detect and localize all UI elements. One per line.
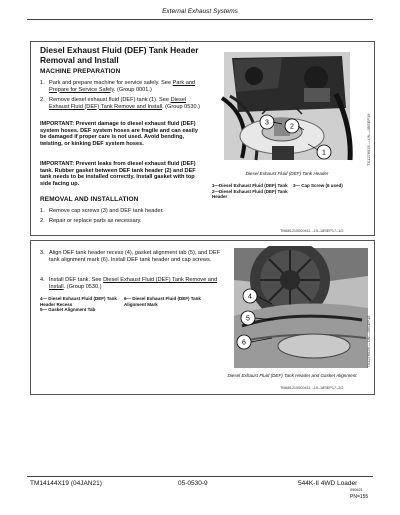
callout-4: 4 (248, 293, 252, 301)
removal-step-1: 1. Remove cap screws (3) and DEF tank header. (40, 208, 164, 214)
step-number: 1. (40, 80, 45, 86)
figure-1-ref: TM681210000411 –19–18SEP17–1/2 (280, 229, 344, 233)
figure-1-legend-left: 1—Diesel Exhaust Fluid (DEF) Tank 2—Diesel Exhaust Fluid (DEF) Tank Header (212, 183, 288, 199)
figure-2-legend-right: 6— Diesel Exhaust Fluid (DEF) Tank Alignment Mark (124, 296, 201, 307)
removal-installation-heading: REMOVAL AND INSTALLATION (40, 196, 139, 203)
important-note-1: IMPORTANT: Prevent damage to diesel exhaust fluid (DEF) system hoses. DEF system hoses are fragile and can easily be damaged if proper care is not used. Avoid bending, twisting, or kinking DEF system hoses. (40, 121, 198, 147)
figure-2-id: TX1276526 —UN—09SEP19 (366, 315, 371, 368)
step-3: 3. Align DEF tank header recess (4), gasket alignment tab (5), and DEF tank alignment mark (6). Install DEF tank header and cap screws. (40, 250, 220, 263)
figure-1-legend-right: 3— Cap Screw (6 used) (293, 183, 343, 188)
def-tank-header-photo (212, 48, 362, 168)
footer-model-sub: 090621 (350, 488, 363, 492)
figure-1-caption: Diesel Exhaust Fluid (DEF) Tank Header (245, 171, 329, 176)
header-divider (27, 19, 373, 20)
step-1: 1. Park and prepare machine for service safely. See Park and Prepare for Service Safely. (Group 0001.) (40, 80, 196, 93)
machine-prep-heading: MACHINE PREPARATION (40, 68, 121, 75)
figure-1-id: TX1276525 —UN—09SEP19 (366, 113, 371, 166)
step-2: 2. Remove diesel exhaust fluid (DEF) tank (1). See Diesel Exhaust Fluid (DEF) Tank Remove and Install. (Group 0530.) (40, 97, 200, 110)
step-number: 2. (40, 97, 45, 103)
figure-2-legend-left: 4— Diesel Exhaust Fluid (DEF) Tank Header Recess 5— Gasket Alignment Tab (40, 296, 117, 312)
step-4: 4. Install DEF tank. See Diesel Exhaust Fluid (DEF) Tank Remove and Install. (Group 0530.) (40, 277, 218, 290)
callout-5: 5 (246, 315, 250, 323)
link-park-prepare[interactable]: Park and Prepare for Service Safely (49, 80, 196, 93)
removal-step-2: 2. Repair or replace parts as necessary. (40, 218, 142, 224)
callout-6: 6 (242, 339, 246, 347)
section-title: Diesel Exhaust Fluid (DEF) Tank Header Removal and Install (40, 45, 199, 65)
figure-2-caption: Diesel Exhaust Fluid (DEF) Tank Header and Gasket Alignment (227, 373, 357, 378)
callout-3: 3 (265, 119, 269, 127)
callout-2: 2 (290, 123, 294, 131)
figure-2-ref: TM681210000411 –19–18SEP17–2/2 (280, 386, 344, 390)
link-def-tank-remove-install-2[interactable]: Diesel Exhaust Fluid (DEF) Tank Remove and Install (49, 277, 218, 290)
link-def-tank-remove-install[interactable]: Diesel Exhaust Fluid (DEF) Tank Remove and Install (49, 97, 187, 110)
footer-manual-id: TM14144X19 (04JAN21) (30, 480, 102, 487)
footer-model: 544K-II 4WD Loader (298, 480, 358, 487)
important-note-2: IMPORTANT: Prevent leaks from diesel exhaust fluid (DEF) tank. Rubber gasket between DEF tank header (2) and DEF tank needs to be installed correctly. Install gasket with top side facing up. (40, 161, 196, 187)
footer-pn: PN=155 (350, 494, 369, 500)
def-tank-gasket-alignment-photo (232, 246, 370, 370)
callout-1: 1 (322, 149, 326, 157)
footer-divider (27, 476, 373, 477)
footer-page-number: 05-0530-9 (178, 480, 208, 487)
page-header-title: External Exhaust Systems (162, 8, 238, 15)
